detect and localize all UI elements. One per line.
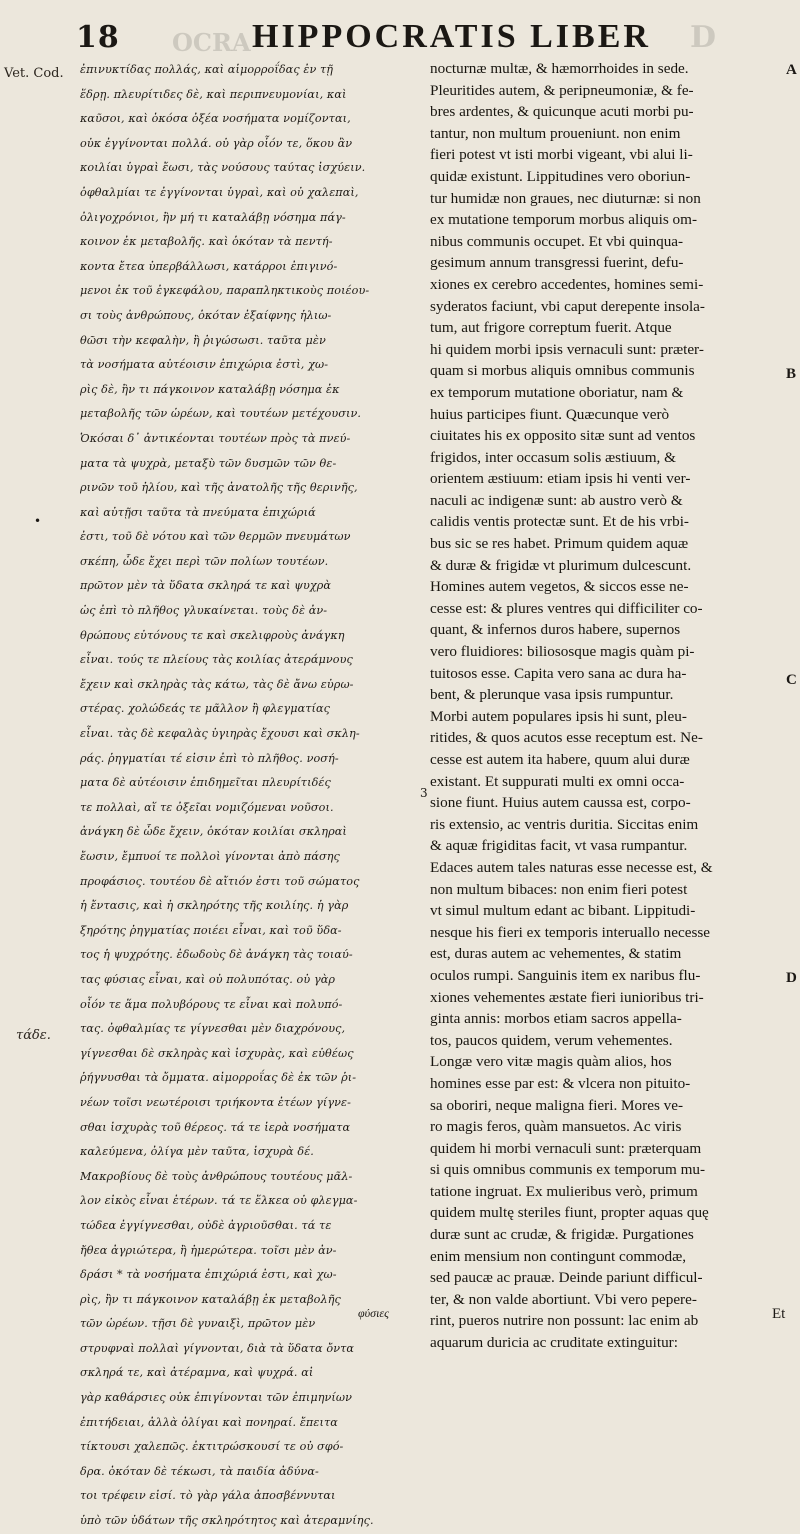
greek-text-line: γὰρ καθάρσιες οὐκ ἐπιγίνονται τῶν ἐπιμηνίων (80, 1391, 353, 1405)
latin-text-line: tatione ingruat. Ex mulieribus verò, primum (430, 1182, 698, 1200)
latin-text-line: frigidos, inter occasum solis æstiuum, & (430, 448, 676, 466)
greek-text-line: τας. ὀφθαλμίας τε γίγνεσθαι μὲν διαχρόνους, (80, 1022, 346, 1036)
greek-text-line: δρα. ὁκόταν δὲ τέκωσι, τὰ παιδία ἀδύνα- (80, 1464, 319, 1478)
latin-text-line: vero fluidiores: biliososque magis quàm pi- (430, 643, 695, 661)
greek-text-line: καῦσοι, καὶ ὁκόσα ὀξέα νοσήματα νομίζονται, (80, 112, 351, 126)
margin-note-number: 3 (420, 786, 428, 800)
latin-text-line: quidem multę steriles fiunt, propter aquas quę (430, 1204, 709, 1222)
latin-text-line: Pleuritides autem, & peripneumoniæ, & fe- (430, 81, 694, 99)
greek-text-line: ράς. ῥηγματίαι τέ εἰσιν ἐπὶ τὸ πλῆθος. νοσή- (80, 751, 339, 765)
greek-text-line: ἐπινυκτίδας πολλάς, καὶ αἱμορροΐδας ἐν τῇ (80, 63, 334, 76)
greek-text-line: ἕδρῃ. πλευρίτιδες δὲ, καὶ περιπνευμονίαι, καὶ (80, 87, 347, 101)
latin-text-line: rint, pueros nutrire non possunt: lac enim ab (430, 1312, 699, 1330)
greek-text-line: τε πολλαὶ, αἵ τε ὀξεῖαι νομιζόμεναι νοῦσοι. (80, 800, 334, 814)
latin-text-line: syderatos faciunt, vbi caput derepente insola- (430, 297, 705, 315)
greek-text-line: τος ἡ ψυχρότης. ἐδωδοὺς δὲ ἀνάγκη τὰς τοιαύ- (80, 948, 353, 962)
greek-text-line: ὀλιγοχρόνιοι, ἢν μή τι καταλάβῃ νόσημα πάγ- (80, 210, 346, 224)
greek-text-line: Ὁκόσαι δ᾽ ἀντικέονται τουτέων πρὸς τὰ πνεύ- (80, 431, 351, 445)
latin-text-line: cesse est: & plures ventres qui difficiliter co- (430, 599, 703, 617)
latin-text-line: nocturnæ multæ, & hæmorrhoides in sede. (430, 60, 689, 77)
greek-text-line: ματα τὰ ψυχρὰ, μεταξὺ τῶν δυσμῶν τῶν θε- (80, 456, 337, 470)
latin-text-line: xiones vehementes æstate fieri iunioribus tri- (430, 988, 704, 1006)
greek-text-line: στρυφναὶ πολλαὶ γίγνονται, διὰ τὰ ὕδατα ὄντα (80, 1341, 355, 1355)
latin-text-line: hi quidem morbi ipsis vernaculi sunt: præter- (430, 340, 704, 358)
latin-text-line: Edaces autem tales naturas esse necesse est, & (430, 858, 713, 876)
latin-text-line: bus sic se res habet. Primum quidem aquæ (430, 535, 689, 553)
greek-text-line: σθαι ἰσχυρὰς τοῦ θέρεος. τά τε ἱερὰ νοσήματα (80, 1120, 351, 1134)
greek-text-line: γίγνεσθαι δὲ σκληρὰς καὶ ἰσχυρὰς, καὶ εὐθέως (80, 1046, 354, 1060)
latin-text-line: Homines autem vegetos, & siccos esse ne- (430, 578, 689, 596)
greek-text-line: σκέπη, ὧδε ἔχει περὶ τῶν πολίων τουτέων. (80, 554, 329, 568)
greek-text-line: προφάσιος. τουτέου δὲ αἴτιόν ἐστι τοῦ σώματος (80, 874, 360, 888)
greek-text-line: τὰ νοσήματα αὐτέοισιν ἐπιχώρια ἐστὶ, χω- (80, 358, 329, 372)
greek-text-line: ἡ ἔντασις, καὶ ἡ σκληρότης τῆς κοιλίης. ἡ γὰρ (80, 899, 349, 913)
greek-text-line: ἔχειν καὶ σκληρὰς τὰς κάτω, τὰς δὲ ἄνω εὐρω- (80, 677, 354, 691)
latin-text-line: tum, aut frigore correptum fuerit. Atque (430, 319, 672, 337)
greek-text-line: τας φύσιας εἶναι, καὶ οὐ πολυπότας. οὐ γὰρ (80, 972, 336, 986)
greek-text-line: ρὶς, ἢν τι πάγκοινον καταλάβῃ ἐκ μεταβολῆς (80, 1292, 341, 1306)
show-through-text-left: OCRA (172, 28, 251, 57)
greek-text-line: τῶν ὡρέων. τῇσι δὲ γυναιξὶ, πρῶτον μὲν (80, 1317, 316, 1331)
latin-text-line: tantur, non multum proueniunt. non enim (430, 124, 681, 142)
latin-text-line: bent, & plerunque vasa ipsis rumpuntur. (430, 686, 674, 704)
page-number: 18 (76, 20, 120, 55)
section-letter-b: B (786, 366, 797, 382)
latin-text-line: ginta annis: morbos etiam sacros appella- (430, 1010, 682, 1028)
greek-text-line: νέων τοῖσι νεωτέροισι τριήκοντα ἐτέων γίγνε- (80, 1095, 352, 1109)
greek-catchword: φύσιες (358, 1306, 389, 1320)
latin-text-line: homines esse par est: & vlcera non pituito- (430, 1074, 691, 1092)
latin-text-line: quam si morbus aliquis omnibus communis (430, 362, 695, 380)
latin-text-line: ro magis feros, quàm mansuetos. Ac viris (430, 1118, 682, 1136)
latin-text-line: quidem hi morbi vernaculi sunt: præterquam (430, 1139, 702, 1157)
latin-text-line: quidæ existunt. Lippitudines vero oboriun- (430, 167, 691, 185)
greek-text-line: κοινον ἐκ μεταβολῆς. καὶ ὁκόταν τὰ πεντή- (80, 235, 333, 249)
greek-text-line: ἐστι, τοῦ δὲ νότου καὶ τῶν θερμῶν πνευμάτων (80, 530, 351, 544)
greek-text-line: ρὶς δὲ, ἢν τι πάγκοινον καταλάβῃ νόσημα ἐκ (80, 382, 340, 396)
greek-text-line: ἀνάγκη δὲ ὧδε ἔχειν, ὁκόταν κοιλίαι σκληραὶ (80, 825, 347, 839)
greek-text-line: μενοι ἐκ τοῦ ἐγκεφάλου, παραπληκτικοὺς ποιέου- (80, 284, 370, 298)
greek-text-line: τίκτουσι χαλεπῶς. ἐκτιτρώσκουσί τε οὐ σφό- (80, 1440, 344, 1454)
section-letter-d: D (786, 970, 797, 986)
latin-text-line: non multum bibaces: non enim fieri potest (430, 880, 688, 898)
greek-text-line: τοι τρέφειν εἰσί. τὸ γὰρ γάλα ἀποσβέννυται (80, 1489, 336, 1503)
running-title: HIPPOCRATIS LIBER (252, 18, 651, 55)
latin-text-line: ciuitates his ex opposito sitæ sunt ad ventos (430, 427, 696, 445)
greek-text-line: θρώπους εὐτόνους τε καὶ σκελιφροὺς ἀνάγκη (80, 628, 345, 642)
greek-text-line: καὶ αὐτῇσι ταῦτα τὰ πνεύματα ἐπιχώριά (80, 505, 316, 519)
greek-text-line: σι τοὺς ἀνθρώπους, ὁκόταν ἐξαίφνης ἡλιω- (80, 308, 332, 322)
latin-catchword: Et (772, 1306, 786, 1322)
latin-text-line: nesque his fieri ex temporis interuallo necesse (430, 923, 711, 941)
latin-text-line: quant, & infernos duros habere, supernos (430, 621, 681, 639)
margin-note-vet-cod: Vet. Cod. (4, 66, 64, 81)
latin-text-line: ex temporum mutatione oboriatur, nam & (430, 383, 684, 401)
greek-text-line: ἔωσιν, ἔμπυοί τε πολλοὶ γίνονται ἀπὸ πάσης (80, 850, 340, 863)
latin-text-line: nibus communis occupet. Et vbi quinqua- (430, 232, 684, 250)
latin-text-line: aquarum duricia ac cruditate extinguitur: (430, 1334, 678, 1352)
greek-text-line: οἷόν τε ἅμα πολυβόρους τε εἶναι καὶ πολυπό- (80, 997, 343, 1011)
latin-text-line: cesse est autem ita habere, quum alui duræ (430, 751, 690, 768)
latin-text-line: sa oboriri, neque maligna fieri. Mores ve- (430, 1096, 684, 1114)
latin-text-column (430, 58, 785, 1354)
greek-text-line: ὀφθαλμίαι τε ἐγγίνονται ὑγραὶ, καὶ οὐ χαλεπαὶ, (80, 185, 359, 199)
latin-text-line: Longæ vero vitæ magis quàm alios, hos (430, 1053, 672, 1071)
latin-text-line: fieri potest vt isti morbi vigeant, vbi alui li- (430, 146, 693, 164)
greek-text-line: ἤθεα ἀγριώτερα, ἢ ἡμερώτερα. τοῖσι μὲν ἀν- (80, 1243, 337, 1257)
greek-text-line: Μακροβίους δὲ τοὺς ἀνθρώπους τουτέους μᾶλ- (80, 1169, 353, 1183)
latin-text-line: & duræ & frigidæ vt plurimum dulcescunt. (430, 556, 692, 574)
latin-text-line: est, duras autem ac vehementes, & statim (430, 945, 682, 963)
latin-text-line: tos, paucos quidem, verum vehementes. (430, 1031, 673, 1049)
latin-text-line: sione fiunt. Huius autem caussa est, corpo- (430, 794, 691, 812)
latin-text-line: ex mutatione temporum morbus aliquis om- (430, 211, 698, 229)
greek-text-line: ῥήγνυσθαι τὰ ὄμματα. αἱμορροΐας δὲ ἐκ τῶν ῥι- (80, 1071, 357, 1085)
greek-text-line: ὡς ἐπὶ τὸ πλῆθος γλυκαίνεται. τοὺς δὲ ἀν- (80, 604, 328, 618)
greek-text-line: ξηρότης ῥηγματίας ποιέει εἶναι, καὶ τοῦ ὕδα- (80, 923, 342, 937)
latin-text-line: naculi ac indigenæ sunt: ab austro verò & (430, 491, 683, 509)
greek-text-line: καλεύμενα, ὀλίγα μὲν ταῦτα, ἰσχυρὰ δέ. (80, 1145, 314, 1159)
greek-text-line: ματα δὲ αὐτέοισιν ἐπιδημεῖται πλευρίτιδές (80, 776, 331, 790)
greek-text-line: δράσι * τὰ νοσήματα ἐπιχώριά ἐστι, καὶ χω- (80, 1268, 337, 1282)
latin-text-line: calidis ventis protectæ sunt. Et de his vrbi- (430, 513, 689, 531)
latin-text-line: si quis omnibus communis ex temporum mu- (430, 1161, 706, 1179)
latin-text-line: oculos rumpi. Sanguinis item ex naribus flu- (430, 966, 701, 984)
greek-text-line: εἶναι. τὰς δὲ κεφαλὰς ὑγιηρὰς ἔχουσι καὶ σκλη- (80, 727, 360, 741)
greek-text-line: σκληρά τε, καὶ ἀτέραμνα, καὶ ψυχρά. αἱ (80, 1366, 314, 1380)
greek-text-line: τώδεα ἐγγίγνεσθαι, οὐδὲ ἀγριοῦσθαι. τά τε (80, 1218, 332, 1232)
latin-text-line: ritides, & quos acutos esse receptum est. Ne- (430, 729, 703, 747)
latin-text-line: existant. Et suppurati multi ex omni occa- (430, 772, 685, 790)
latin-text-line: enim mensium non contingunt commodæ, (430, 1247, 687, 1265)
latin-text-line: duræ sunt ac crudæ, & frigidæ. Purgationes (430, 1226, 694, 1244)
latin-text-line: gesimum annum transgressi fuerint, defu- (430, 254, 684, 272)
latin-text-line: orientem æstiuum: etiam ipsis hi venti ver- (430, 470, 691, 488)
latin-text-line: tuitosos esse. Capita vero sana ac dura ha- (430, 664, 687, 682)
greek-text-line: κοιλίαι ὑγραὶ ἔωσι, τὰς νούσους ταύτας ἰσχύειν. (80, 161, 366, 175)
latin-text-line: sed paucæ ac prauæ. Deinde pariunt difficul- (430, 1269, 703, 1287)
latin-text-line: & aquæ frigiditas facit, vt vasa rumpantur. (430, 837, 688, 855)
latin-text-line: huius participes fiunt. Quæcunque verò (430, 405, 670, 423)
section-letter-c: C (786, 672, 797, 688)
section-letter-a: A (786, 62, 797, 78)
greek-text-line: κοντα ἔτεα ὑπερβάλλωσι, κατάρροι ἐπιγινό- (80, 259, 338, 273)
latin-text-line: ris extensio, ac ventris duritia. Siccitas enim (430, 815, 699, 833)
latin-text-line: vt simul multum edant ac bibant. Lippitudi- (430, 902, 696, 920)
latin-text-line: tur humidæ non graues, nec diuturnæ: si non (430, 189, 701, 207)
latin-text-line: Morbi autem populares ipsis hi sunt, pleu- (430, 707, 687, 725)
greek-text-line: οὐκ ἐγγίνονται πολλά. οὐ γὰρ οἷόν τε, ὅκου ἂν (80, 136, 353, 150)
greek-text-line: πρῶτον μὲν τὰ ὕδατα σκληρά τε καὶ ψυχρὰ (80, 579, 332, 593)
show-through-text-right: D (690, 20, 717, 55)
greek-text-line: λον εἰκὸς εἶναι ἑτέρων. τά τε ἕλκεα οὐ φλεγμα- (80, 1194, 358, 1208)
margin-mark-dot: • (34, 514, 42, 528)
greek-text-line: μεταβολῆς τῶν ὡρέων, καὶ τουτέων μετέχουσιν. (80, 407, 362, 421)
latin-text-line: bres ardentes, & quicunque acuti morbi pu- (430, 103, 694, 121)
latin-text-line: ter, & non valde abortiunt. Vbi vero pepere- (430, 1290, 697, 1308)
greek-text-line: ρινῶν τοῦ ἡλίου, καὶ τῆς ἀνατολῆς τῆς θερινῆς, (80, 481, 358, 495)
margin-note-tade: τάδε. (16, 1028, 51, 1043)
greek-text-line: ἐπιτήδειαι, ἀλλὰ ὀλίγαι καὶ πονηραί. ἔπειτα (80, 1415, 338, 1429)
greek-text-line: ὑπὸ τῶν ὑδάτων τῆς σκληρότητος καὶ ἀτεραμνίης. (80, 1514, 374, 1528)
latin-text-line: xiones ex cerebro accedentes, homines semi- (430, 275, 704, 293)
greek-text-line: στέρας. χολώδεάς τε μᾶλλον ἢ φλεγματίας (80, 702, 331, 716)
greek-text-line: θῶσι τὴν κεφαλὴν, ἢ ῥιγώσωσι. ταῦτα μὲν (80, 333, 326, 347)
greek-text-line: εἶναι. τούς τε πλείους τὰς κοιλίας ἀτεράμνους (80, 653, 353, 667)
